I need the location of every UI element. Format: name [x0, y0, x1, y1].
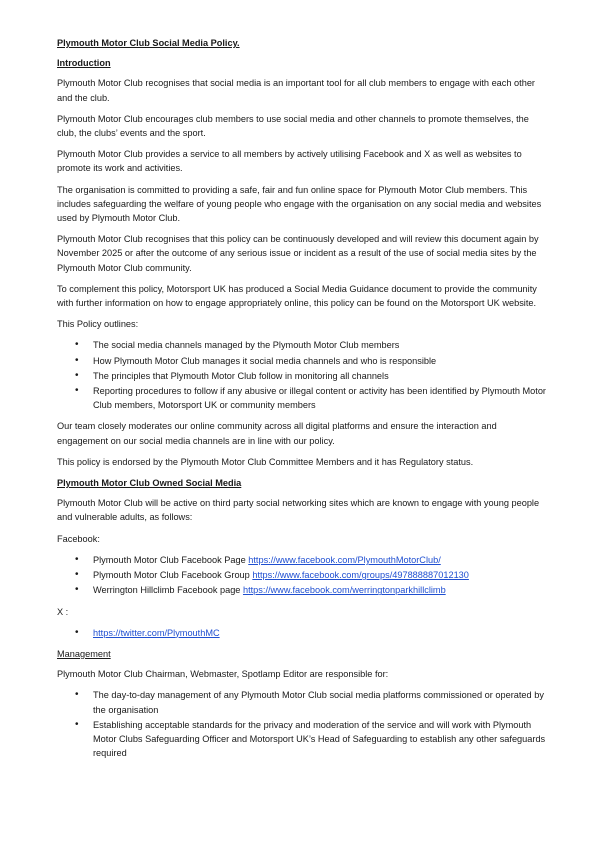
outline-list — [57, 338, 547, 412]
paragraph: The organisation is committed to providing a safe, fair and fun online space for Plymouth Motor Club members. This includes safeguarding the welfare of young people who engage with the organisation on any social media and websites used by Plymouth Motor Club. — [57, 184, 542, 224]
werrington-facebook-link[interactable]: https://www.facebook.com/werringtonparkhillclimb — [242, 585, 446, 596]
document-title: Plymouth Motor Club Social Media Policy. — [57, 38, 240, 48]
twitter-link[interactable]: https://twitter.com/PlymouthMC — [93, 627, 220, 638]
list-item-text: Plymouth Motor Club Facebook Group — [93, 570, 253, 581]
list-item: • Establishing acceptable standards for the privacy and moderation of the service and will work with Plymouth Motor Clubs Safeguarding Officer and Motorsport UK’s Head of Safeguarding to establish any other safeguards required — [57, 718, 547, 761]
list-item: • The principles that Plymouth Motor Club follow in monitoring all channels — [57, 369, 547, 383]
x-list — [57, 626, 547, 640]
list-item: • Reporting procedures to follow if any abusive or illegal content or activity has been identified by Plymouth Motor Club members, Motorsport UK or community members — [57, 384, 547, 412]
list-item: • The social media channels managed by the Plymouth Motor Club members — [57, 338, 547, 352]
paragraph: Plymouth Motor Club recognises that social media is an important tool for all club members to engage with each other and the club. — [57, 78, 535, 103]
paragraph: Our team closely moderates our online community across all digital platforms and ensure the interaction and engagement on our social media channels are in line with our policy. — [57, 421, 497, 446]
list-item — [57, 568, 547, 582]
paragraph: This policy is endorsed by the Plymouth Motor Club Committee Members and it has Regulatory status. — [57, 456, 474, 467]
paragraph: Plymouth Motor Club provides a service to all members by actively utilising Facebook and X as well as websites to promote its work and activities. — [57, 149, 522, 174]
list-item: • The day-to-day management of any Plymouth Motor Club social media platforms commissioned or operated by the organisation — [57, 688, 547, 716]
paragraph: This Policy outlines: — [57, 319, 139, 330]
document-page — [57, 36, 547, 767]
list-item: • How Plymouth Motor Club manages it social media channels and who is responsible — [57, 354, 547, 368]
section-heading-management: Management — [57, 648, 111, 659]
section-heading-owned-social-media: Plymouth Motor Club Owned Social Media — [57, 478, 242, 489]
management-list — [57, 688, 547, 760]
section-heading-introduction: Introduction — [57, 58, 111, 69]
facebook-page-link[interactable]: https://www.facebook.com/PlymouthMotorClub/ — [248, 554, 441, 565]
list-item-text: Werrington Hillclimb Facebook page — [93, 585, 243, 596]
x-label: X : — [57, 606, 69, 617]
list-item-text: Plymouth Motor Club Facebook Page — [93, 554, 249, 565]
paragraph: Plymouth Motor Club encourages club members to use social media and other channels to promote themselves, the club, the clubs’ events and the sport. — [57, 113, 529, 139]
facebook-group-link[interactable]: https://www.facebook.com/groups/497888887012130 — [252, 570, 469, 581]
paragraph: Plymouth Motor Club recognises that this policy can be continuously developed and will review this document again by November 2025 or after the outcome of any serious issue or incident as a result of the use of social media sites by the Plymouth Motor Club community. — [57, 234, 539, 273]
paragraph: Plymouth Motor Club will be active on third party social networking sites which are known to engage with young people and vulnerable adults, as follows: — [57, 498, 540, 523]
paragraph: Plymouth Motor Club Chairman, Webmaster, Spotlamp Editor are responsible for: — [57, 669, 389, 680]
list-item — [57, 626, 547, 640]
list-item — [57, 583, 547, 597]
paragraph: To complement this policy, Motorsport UK has produced a Social Media Guidance document to provide the community with further information on how to engage appropriately online, this policy can be found on the Motorsport UK website. — [57, 283, 537, 309]
facebook-list — [57, 553, 547, 598]
list-item — [57, 553, 547, 567]
facebook-label: Facebook: — [57, 533, 100, 544]
